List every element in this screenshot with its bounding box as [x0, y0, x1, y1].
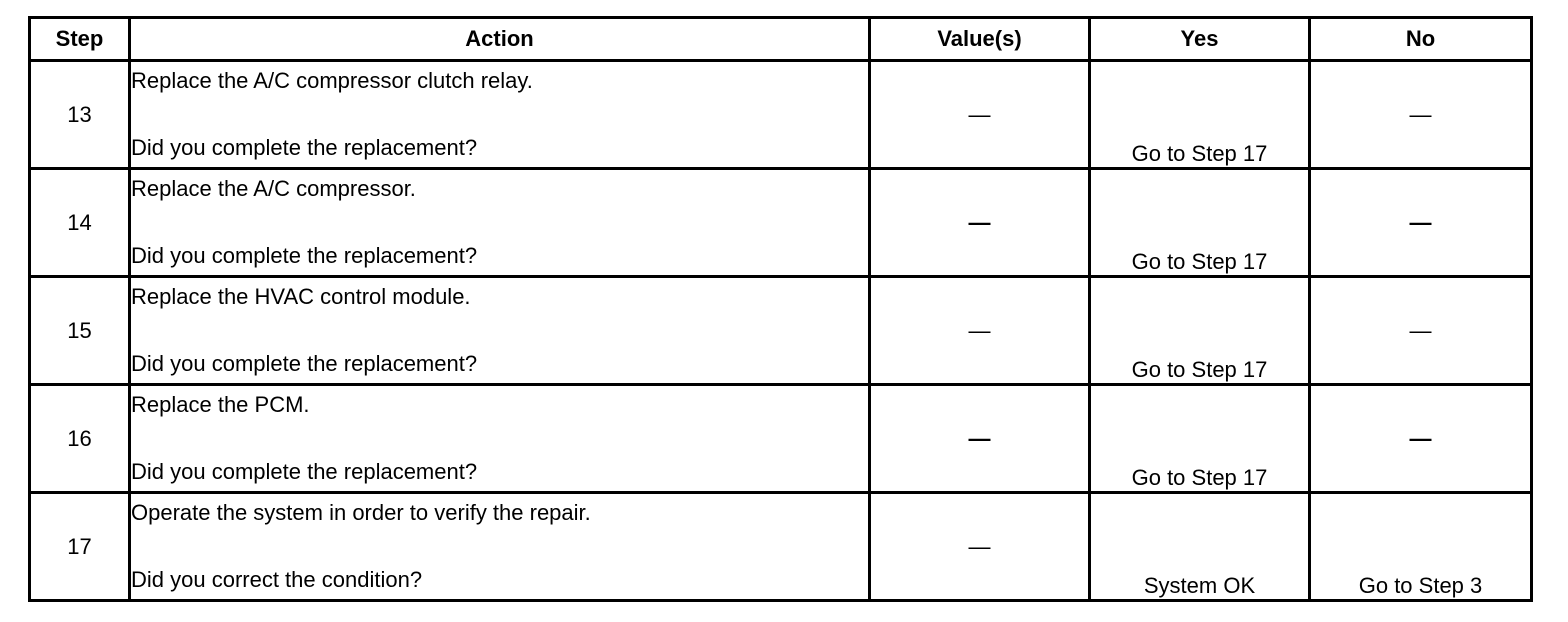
action-question: Did you complete the replacement?: [131, 459, 478, 484]
value-cell: [870, 493, 1090, 601]
action-instruction: Replace the HVAC control module.: [131, 284, 471, 309]
header-row: [30, 18, 1532, 61]
diagnostic-table-container: [28, 16, 1533, 602]
step-number: 14: [30, 169, 130, 277]
action-instruction: Replace the A/C compressor clutch relay.: [131, 68, 533, 93]
action-question: Did you complete the replacement?: [131, 351, 478, 376]
action-instruction: Operate the system in order to verify the repair.: [131, 500, 591, 525]
no-cell: [1310, 169, 1532, 277]
header-action: Action: [130, 18, 870, 61]
action-cell: [130, 385, 870, 493]
header-step: Step: [30, 18, 130, 61]
header-values: Value(s): [870, 18, 1090, 61]
step-number: 17: [30, 493, 130, 601]
table-row: [30, 169, 1532, 277]
action-cell: [130, 61, 870, 169]
action-instruction: Replace the A/C compressor.: [131, 176, 416, 201]
no-cell: [1310, 277, 1532, 385]
no-dash: —: [1409, 101, 1432, 127]
value-dash: —: [968, 533, 991, 559]
value-cell: [870, 277, 1090, 385]
action-question: Did you complete the replacement?: [131, 243, 478, 268]
table-row: [30, 385, 1532, 493]
header-no: No: [1310, 18, 1532, 61]
value-cell: [870, 169, 1090, 277]
table-body: [30, 61, 1532, 601]
action-cell: [130, 277, 870, 385]
no-cell: [1310, 61, 1532, 169]
table-row: [30, 493, 1532, 601]
step-number: 15: [30, 277, 130, 385]
yes-cell: Go to Step 17: [1090, 385, 1310, 493]
table-header: [30, 18, 1532, 61]
value-dash: —: [968, 209, 991, 235]
action-question: Did you complete the replacement?: [131, 135, 478, 160]
header-yes: Yes: [1090, 18, 1310, 61]
value-dash: —: [968, 317, 991, 343]
yes-cell: System OK: [1090, 493, 1310, 601]
no-dash: —: [1409, 425, 1432, 451]
action-instruction: Replace the PCM.: [131, 392, 310, 417]
yes-cell: Go to Step 17: [1090, 61, 1310, 169]
diagnostic-table: [28, 16, 1533, 602]
action-question: Did you correct the condition?: [131, 567, 423, 592]
table-row: [30, 277, 1532, 385]
value-dash: —: [968, 101, 991, 127]
no-cell: Go to Step 3: [1310, 493, 1532, 601]
no-dash: —: [1409, 209, 1432, 235]
yes-cell: Go to Step 17: [1090, 277, 1310, 385]
yes-cell: Go to Step 17: [1090, 169, 1310, 277]
step-number: 16: [30, 385, 130, 493]
value-cell: [870, 61, 1090, 169]
table-row: [30, 61, 1532, 169]
action-cell: [130, 169, 870, 277]
no-dash: —: [1409, 317, 1432, 343]
action-cell: [130, 493, 870, 601]
value-dash: —: [968, 425, 991, 451]
step-number: 13: [30, 61, 130, 169]
no-cell: [1310, 385, 1532, 493]
value-cell: [870, 385, 1090, 493]
